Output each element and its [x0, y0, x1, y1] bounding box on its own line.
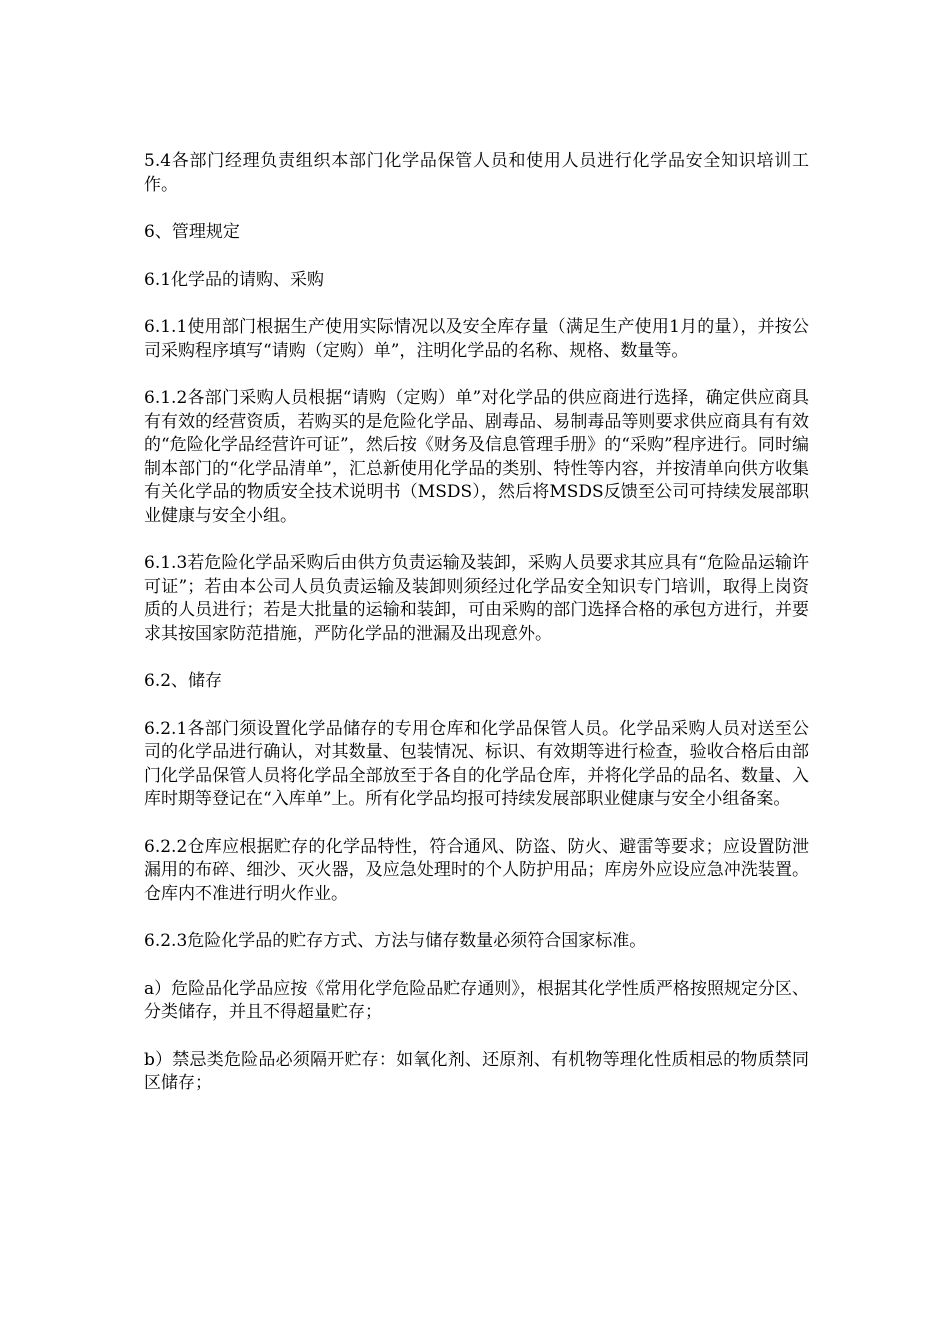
section-6-heading: 6、管理规定 [144, 222, 240, 242]
section-6-2-heading: 6.2、储存 [144, 671, 223, 691]
section-6-2-1-paragraph: 6.2.1各部门须设置化学品储存的专用仓库和化学品保管人员。化学品采购人员对送至公司的化学品进行确认，对其数量、包装情况、标识、有效期等进行检查，验收合格后由部门化学品保管人员将化学品全部放至于各自的化学品仓库，并将化学品的品名、数量、入库时期等登记在“入库单”上。所有化学品均报可持续发展部职业健康与安全小组备案。 [144, 718, 809, 809]
section-6-1-1-paragraph: 6.1.1使用部门根据生产使用实际情况以及安全库存量（满足生产使用1月的量），并按公司采购程序填写“请购（定购）单”，注明化学品的名称、规格、数量等。 [144, 317, 809, 361]
section-6-1-2-paragraph: 6.1.2各部门采购人员根据“请购（定购）单”对化学品的供应商进行选择，确定供应商具有有效的经营资质，若购买的是危险化学品、剧毒品、易制毒品等则要求供应商具有有效的“危险化学品经营许可证”，然后按《财务及信息管理手册》的“采购”程序进行。同时编制本部门的“化学品清单”，汇总新使用化学品的类别、特性等内容，并按清单向供方收集有关化学品的物质安全技术说明书（MSDS），然后将MSDS反馈至公司可持续发展部职业健康与安全小组。 [144, 388, 809, 526]
section-6-2-2-paragraph: 6.2.2仓库应根据贮存的化学品特性，符合通风、防盗、防火、避雷等要求；应设置防泄漏用的布碎、细沙、灭火器，及应急处理时的个人防护用品；库房外应设应急冲洗装置。仓库内不准进行明火作业。 [144, 836, 809, 904]
list-item-a: a）危险品化学品应按《常用化学危险品贮存通则》，根据其化学性质严格按照规定分区、分类储存，并且不得超量贮存； [144, 978, 809, 1022]
list-item-b: b）禁忌类危险品必须隔开贮存：如氧化剂、还原剂、有机物等理化性质相忌的物质禁同区储存； [144, 1049, 809, 1093]
document-body [144, 150, 809, 1120]
section-6-1-heading: 6.1化学品的请购、采购 [144, 269, 325, 290]
section-6-1-3-paragraph: 6.1.3若危险化学品采购后由供方负责运输及装卸，采购人员要求其应具有“危险品运输许可证”；若由本公司人员负责运输及装卸则须经过化学品安全知识专门培训，取得上岗资质的人员进行；若是大批量的运输和装卸，可由采购的部门选择合格的承包方进行，并要求其按国家防范措施，严防化学品的泄漏及出现意外。 [144, 553, 809, 644]
section-6-2-3-paragraph: 6.2.3危险化学品的贮存方式、方法与储存数量必须符合国家标准。 [144, 931, 647, 951]
section-5-4-paragraph: 5.4各部门经理负责组织本部门化学品保管人员和使用人员进行化学品安全知识培训工作。 [144, 151, 809, 195]
